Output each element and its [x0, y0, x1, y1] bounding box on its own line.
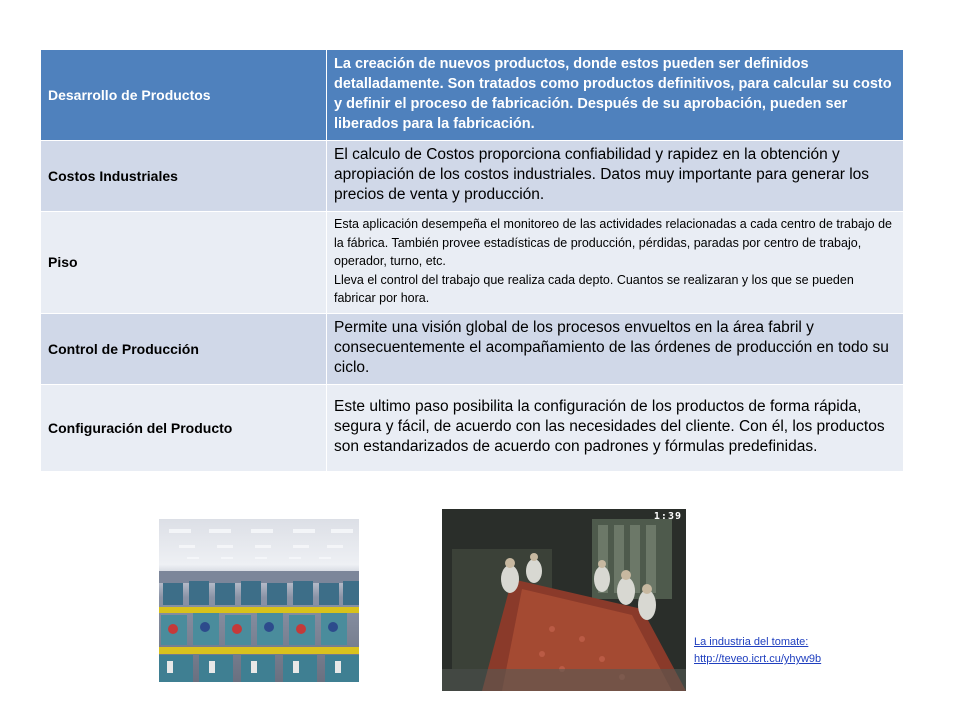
- table-row: [41, 141, 903, 212]
- description-paragraph: El calculo de Costos proporciona confiabilidad y rapidez en la obtención y apropiación de los costos industriales. Datos muy importante para generar los precios de venta y producción.: [334, 146, 870, 203]
- table-row: [41, 384, 903, 471]
- description-paragraph: Permite una visión global de los procesos envueltos en la área fabril y consecuentemente el acompañamiento de las órdenes de producción en todo su ciclo.: [334, 318, 889, 376]
- factory-photo: [159, 519, 359, 682]
- video-thumbnail[interactable]: [442, 509, 686, 691]
- row-label: Costos Industriales: [41, 141, 327, 212]
- features-table: [41, 50, 903, 472]
- table-row: [41, 50, 903, 141]
- description-paragraph: Lleva el control del trabajo que realiza cada depto. Cuantos se realizaran y los que se pueden fabricar por hora.: [334, 272, 854, 305]
- link-url[interactable]: http://teveo.icrt.cu/yhyw9b: [694, 653, 822, 665]
- row-description: [327, 50, 904, 141]
- description-paragraph: La creación de nuevos productos, donde estos pueden ser definidos detalladamente. Son tratados como productos definitivos, para calcular su costo y definir el proceso de fabricación. Después de su aprobación, pueden ser liberados para la fabricación.: [334, 56, 892, 132]
- row-description: [327, 384, 904, 471]
- factory-illustration: [159, 519, 359, 682]
- table-row: [41, 212, 903, 314]
- row-label: Desarrollo de Productos: [41, 50, 327, 141]
- video-timecode: 1:39: [653, 511, 682, 522]
- link-text[interactable]: La industria del tomate:: [694, 636, 809, 648]
- row-label: Control de Producción: [41, 313, 327, 384]
- tomato-industry-illustration: [442, 509, 686, 691]
- table-row: [41, 313, 903, 384]
- description-paragraph: Esta aplicación desempeña el monitoreo de las actividades relacionadas a cada centro de trabajo de la fábrica. También provee estadísticas de producción, pérdidas, paradas por centro de trabajo, operador, turno, etc.: [334, 217, 892, 268]
- row-label: Configuración del Producto: [41, 384, 327, 471]
- row-label: Piso: [41, 212, 327, 314]
- description-paragraph: Este ultimo paso posibilita la configuración de los productos de forma rápida, segura y fácil, de acuerdo con las necesidades del cliente. Con él, los productos son estandarizados de acuerdo con padrones y fórmulas predefinidas.: [334, 397, 885, 455]
- row-description: [327, 141, 904, 212]
- video-link[interactable]: [694, 634, 821, 668]
- row-description: [327, 313, 904, 384]
- row-description: [327, 212, 904, 314]
